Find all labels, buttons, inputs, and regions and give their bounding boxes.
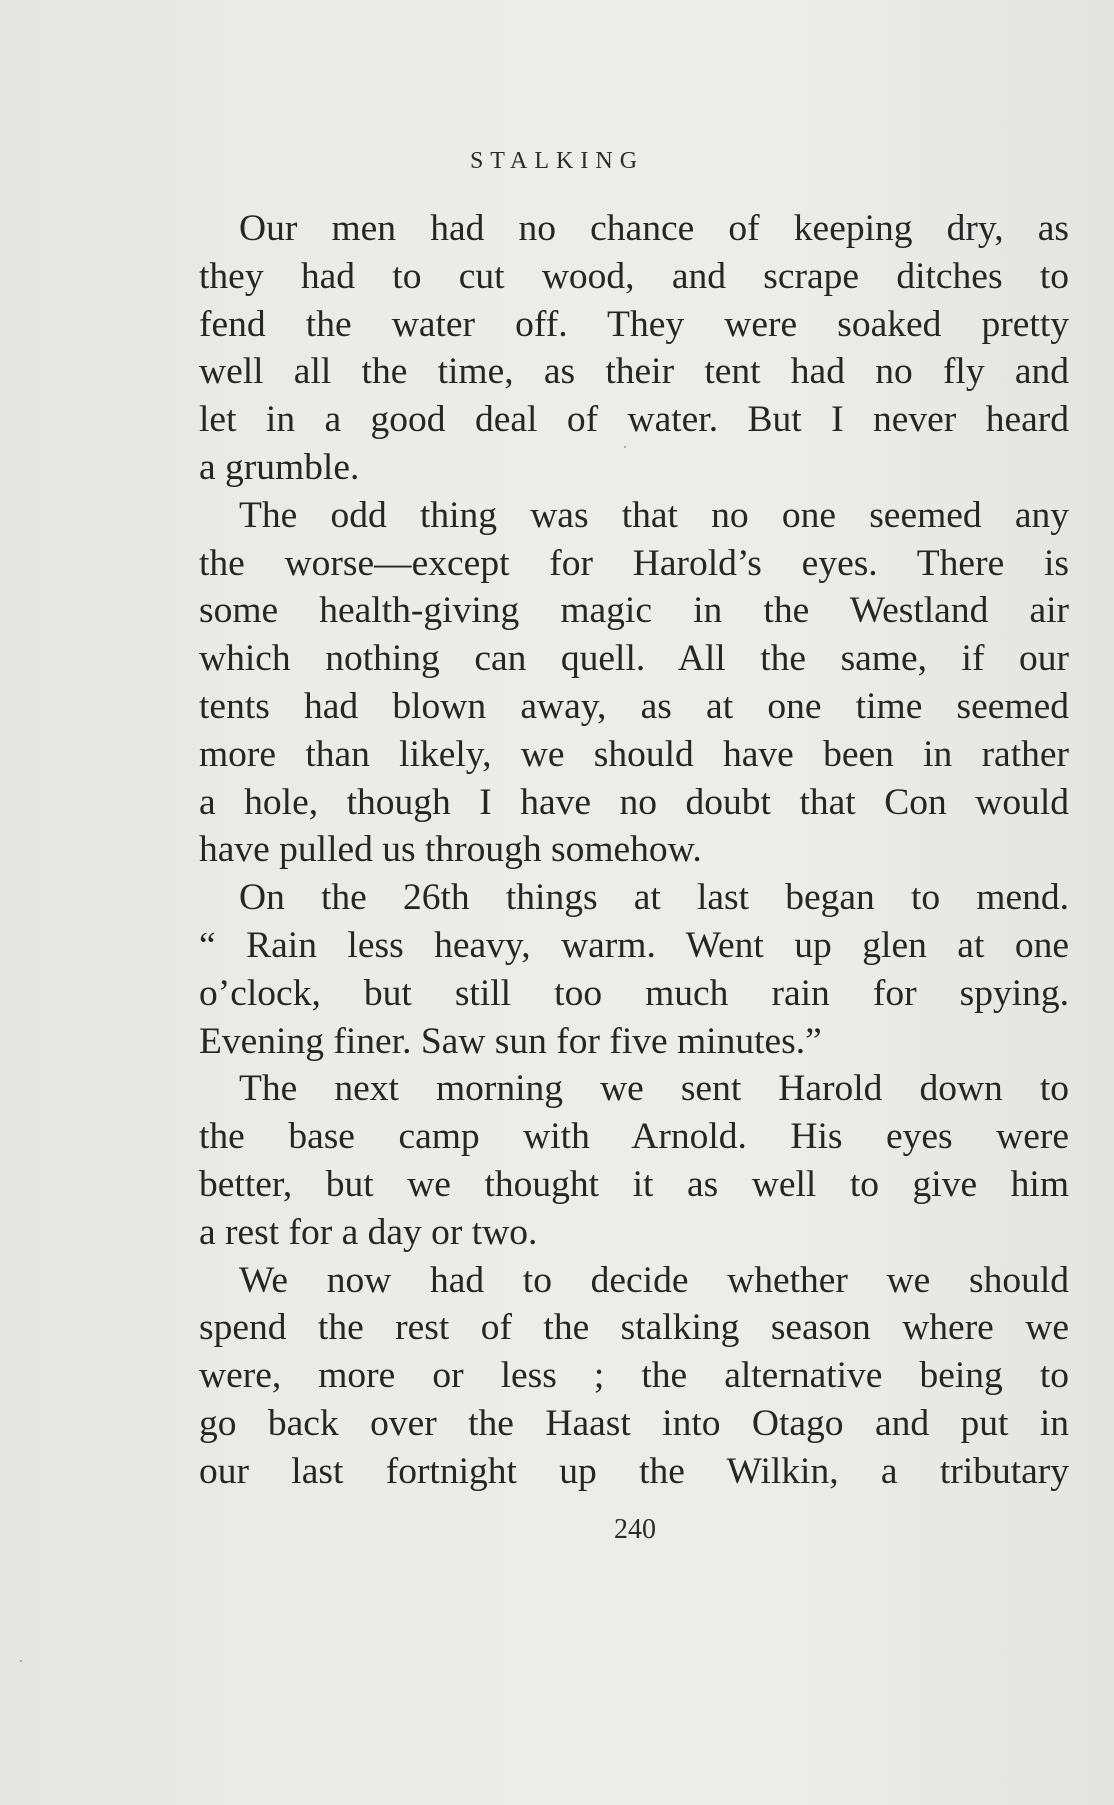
text-line: Evening finer. Saw sun for five minutes.” xyxy=(199,1020,822,1062)
text-line: better, but we thought it as well to give him xyxy=(199,1163,1069,1205)
text-line: more than likely, we should have been in rather xyxy=(199,733,1069,775)
text-line: the worse—except for Harold’s eyes. There is xyxy=(199,542,1069,584)
text-line: o’clock, but still too much rain for spying. xyxy=(199,972,1069,1014)
text-line: which nothing can quell. All the same, if our xyxy=(199,638,1069,680)
text-line: well all the time, as their tent had no fly and xyxy=(199,351,1069,393)
text-line: fend the water off. They were soaked pretty xyxy=(199,303,1069,345)
running-head: STALKING xyxy=(469,148,645,174)
text-line: our last fortnight up the Wilkin, a tributary xyxy=(199,1450,1069,1492)
text-line: tents had blown away, as at one time seemed xyxy=(199,685,1069,727)
page-number: 240 xyxy=(614,1514,656,1545)
paper-speck xyxy=(624,446,626,448)
text-line: have pulled us through somehow. xyxy=(199,829,702,871)
text-line: On the 26th things at last began to mend. xyxy=(239,877,1069,919)
text-line: were, more or less ; the alternative being to xyxy=(199,1355,1069,1397)
paper-speck xyxy=(20,1660,22,1662)
text-line: spend the rest of the stalking season where we xyxy=(199,1307,1069,1349)
text-line: a grumble. xyxy=(199,446,360,488)
text-line: Our men had no chance of keeping dry, as xyxy=(239,208,1069,249)
body-text xyxy=(199,205,1069,1496)
text-line: “ Rain less heavy, warm. Went up glen at one xyxy=(199,924,1069,966)
text-line: The next morning we sent Harold down to xyxy=(239,1068,1069,1110)
text-line: some health-giving magic in the Westland air xyxy=(199,590,1069,632)
text-line: go back over the Haast into Otago and put in xyxy=(199,1402,1069,1444)
text-line: We now had to decide whether we should xyxy=(239,1259,1069,1301)
text-line: they had to cut wood, and scrape ditches to xyxy=(199,255,1069,297)
text-line: the base camp with Arnold. His eyes were xyxy=(199,1116,1069,1158)
text-line: a hole, though I have no doubt that Con would xyxy=(199,781,1069,823)
text-line: let in a good deal of water. But I never heard xyxy=(199,399,1069,441)
text-line: The odd thing was that no one seemed any xyxy=(239,494,1069,536)
text-line: a rest for a day or two. xyxy=(199,1211,538,1253)
